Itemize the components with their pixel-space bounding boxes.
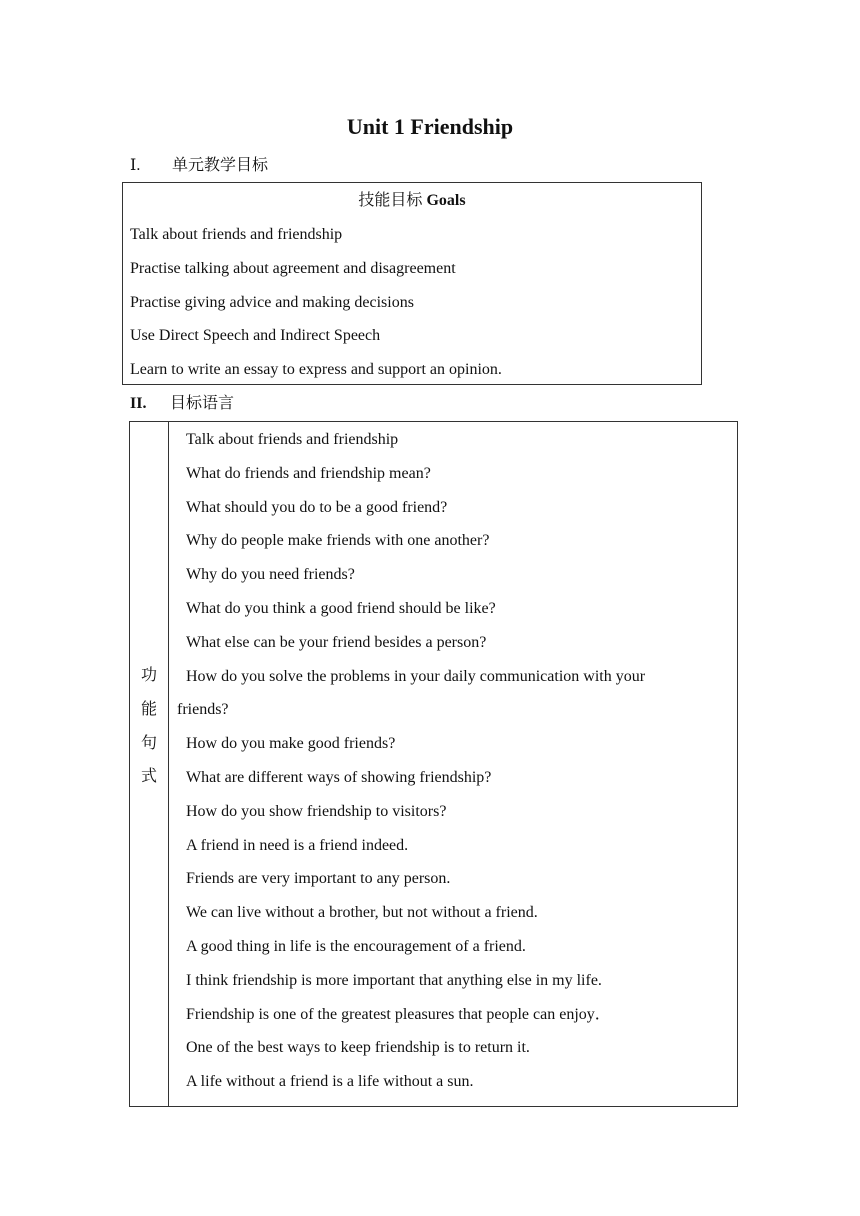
goals-header-en: Goals — [426, 192, 466, 209]
goals-table — [122, 182, 702, 385]
sentence-line-continuation: friends? — [177, 701, 229, 719]
side-label-char: 式 — [140, 768, 157, 786]
document-title: Unit 1 Friendship — [346, 114, 514, 139]
sentence-line: I think friendship is more important that anything else in my life. — [186, 971, 602, 989]
sentence-line: We can live without a brother, but not without a friend. — [186, 904, 538, 922]
sentence-line: Friends are very important to any person. — [186, 870, 451, 888]
sentence-line: A life without a friend is a life without a sun. — [186, 1073, 474, 1091]
sentence-line: One of the best ways to keep friendship is to return it. — [186, 1039, 530, 1057]
sentence-line: Why do people make friends with one another? — [186, 532, 490, 550]
sentence-line: Why do you need friends? — [186, 566, 355, 584]
goal-item: Practise talking about agreement and disagreement — [130, 259, 456, 277]
sentence-line: What do you think a good friend should be like? — [186, 599, 496, 617]
goals-header — [123, 184, 701, 218]
side-label-char: 功 — [140, 667, 157, 684]
side-label-cell — [130, 422, 169, 1106]
goal-item: Learn to write an essay to express and support an opinion. — [130, 361, 502, 379]
sentence-line: What do friends and friendship mean? — [186, 464, 431, 482]
section-title: 目标语言 — [170, 395, 235, 412]
side-label — [130, 659, 168, 794]
sentence-line: Talk about friends and friendship — [186, 431, 399, 448]
goal-item: Use Direct Speech and Indirect Speech — [130, 327, 381, 345]
section-title: 单元教学目标 — [172, 157, 269, 174]
side-label-char: 能 — [140, 700, 157, 718]
goals-header-cn: 技能目标 — [358, 192, 423, 209]
sentence-list — [177, 423, 732, 1099]
section-number: Ⅰ. — [130, 157, 141, 174]
goal-item: Talk about friends and friendship — [130, 226, 343, 243]
section-number: II. — [130, 395, 147, 412]
section-heading-teaching-goals — [130, 155, 268, 177]
goal-item: Practise giving advice and making decisions — [130, 293, 414, 311]
section-heading-target-language — [130, 393, 234, 415]
sentence-line: How do you solve the problems in your daily communication with your — [186, 667, 646, 685]
target-language-table — [129, 421, 738, 1107]
sentence-line: What should you do to be a good friend? — [186, 498, 448, 516]
sentence-line: What are different ways of showing friendship? — [186, 768, 492, 786]
sentence-line: How do you show friendship to visitors? — [186, 802, 447, 820]
goals-list — [123, 218, 701, 387]
sentence-line: A good thing in life is the encouragement of a friend. — [186, 937, 526, 955]
sentence-line: What else can be your friend besides a person? — [186, 633, 487, 651]
sentence-line: Friendship is one of the greatest pleasures that people can enjoy． — [186, 1005, 611, 1023]
sentence-line: A friend in need is a friend indeed. — [186, 836, 409, 854]
sentence-line: How do you make good friends? — [186, 735, 396, 753]
side-label-char: 句 — [140, 734, 157, 752]
